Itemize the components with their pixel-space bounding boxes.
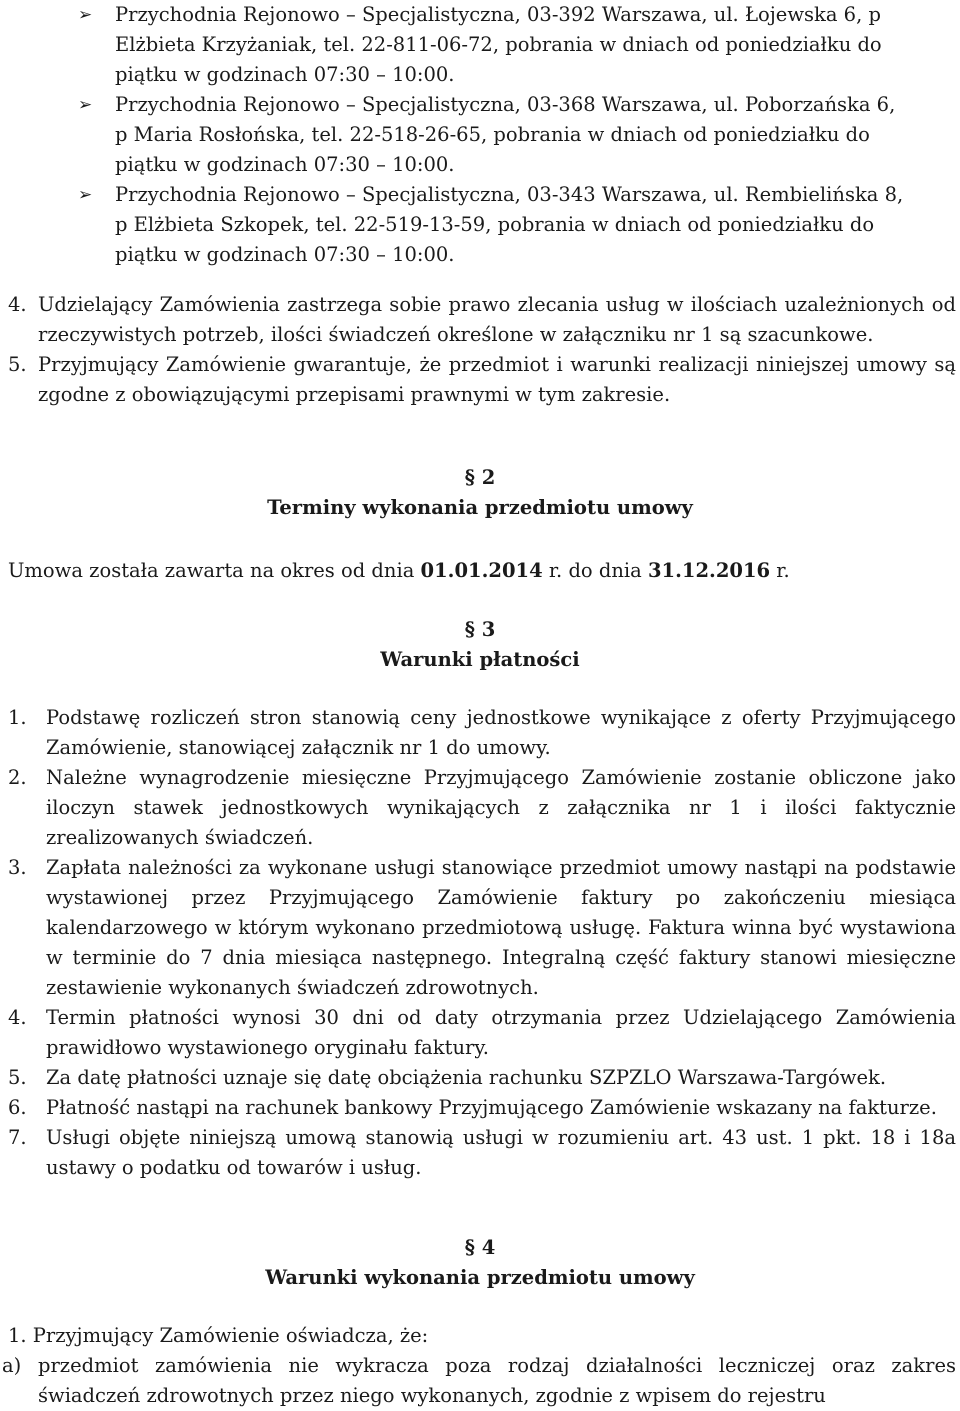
point-text: przedmiot zamówienia nie wykracza poza rodzaj działalności leczniczej oraz zakres świadczeń zdrowotnych przez niego wykonanych, zgodnie z wpisem do rejestru <box>38 1354 956 1407</box>
clinic-line: Przychodnia Rejonowo – Specjalistyczna, 03-392 Warszawa, ul. Łojewska 6, p <box>115 3 881 26</box>
section-mark: § 2 <box>464 466 496 489</box>
list-item <box>8 853 956 1003</box>
section-title: Warunki płatności <box>380 648 580 671</box>
arrow-bullet-icon: ➢ <box>78 95 93 115</box>
list-item <box>8 763 956 853</box>
section-heading <box>0 615 960 675</box>
point-text: Udzielający Zamówienia zastrzega sobie prawo zlecania usług w ilościach uzależnionych od rzeczywistych potrzeb, ilości świadczeń określone w załączniku nr 1 są szacunkowe. <box>38 293 956 346</box>
point-number: 4. <box>8 1006 27 1029</box>
list-item <box>78 180 956 270</box>
clinic-line: piątku w godzinach 07:30 – 10:00. <box>115 243 455 266</box>
list-item <box>8 350 956 410</box>
list-item <box>8 1093 956 1123</box>
point-number: 2. <box>8 766 27 789</box>
point-text: Za datę płatności uznaje się datę obciążenia rachunku SZPZLO Warszawa-Targówek. <box>46 1066 887 1089</box>
section-mark: § 4 <box>464 1236 496 1259</box>
arrow-bullet-icon: ➢ <box>78 185 93 205</box>
section-mark: § 3 <box>464 618 496 641</box>
point-text: Termin płatności wynosi 30 dni od daty otrzymania przez Udzielającego Zamówienia prawidłowo wystawionego oryginału faktury. <box>46 1006 956 1059</box>
end-date: 31.12.2016 <box>647 559 771 582</box>
general-points <box>8 290 956 410</box>
point-text: Należne wynagrodzenie miesięczne Przyjmującego Zamówienie zostanie obliczone jako iloczyn stawek jednostkowych wynikających z załącznika nr 1 i ilości faktycznie zrealizowanych świadczeń. <box>46 766 956 849</box>
contract-text: r. <box>770 559 790 582</box>
section-heading <box>0 463 960 523</box>
clinic-line: Przychodnia Rejonowo – Specjalistyczna, 03-343 Warszawa, ul. Rembielińska 8, <box>115 183 904 206</box>
section-title: Terminy wykonania przedmiotu umowy <box>267 496 693 519</box>
declaration-intro: 1. Przyjmujący Zamówienie oświadcza, że: <box>8 1324 429 1347</box>
section-title: Warunki wykonania przedmiotu umowy <box>265 1266 695 1289</box>
point-number: 3. <box>8 856 27 879</box>
point-text: Zapłata należności za wykonane usługi stanowiące przedmiot umowy nastąpi na podstawie wystawionej przez Przyjmującego Zamówienie faktury po zakończeniu miesiąca kalendarzowego w którym wykonano przedmiotową usługę. Faktura winna być wystawiona w terminie do 7 dnia miesiąca następnego. Integralną część faktury stanowi miesięczne zestawienie wykonanych świadczeń zdrowotnych. <box>46 856 956 999</box>
payment-terms <box>8 703 956 1183</box>
clinic-list <box>78 0 956 270</box>
point-text: Przyjmujący Zamówienie gwarantuje, że przedmiot i warunki realizacji niniejszej umowy są zgodne z obowiązującymi przepisami prawnymi w tym zakresie. <box>38 353 956 406</box>
section-heading <box>0 1233 960 1293</box>
clinic-line: piątku w godzinach 07:30 – 10:00. <box>115 153 455 176</box>
point-number: 6. <box>8 1096 27 1119</box>
point-text: Podstawę rozliczeń stron stanowią ceny jednostkowe wynikające z oferty Przyjmującego Zamówienie, stanowiącej załącznik nr 1 do umowy. <box>46 706 956 759</box>
list-item <box>0 1351 956 1411</box>
point-number: 5. <box>8 353 27 376</box>
arrow-bullet-icon: ➢ <box>78 5 93 25</box>
point-text: Usługi objęte niniejszą umową stanowią usługi w rozumieniu art. 43 ust. 1 pkt. 18 i 18a ustawy o podatku od towarów i usług. <box>46 1126 956 1179</box>
point-number: 5. <box>8 1066 27 1089</box>
declaration <box>0 1321 956 1411</box>
list-item <box>8 290 956 350</box>
contract-text: Umowa została zawarta na okres od dnia <box>8 559 421 582</box>
list-item <box>8 1123 956 1183</box>
list-item <box>8 1003 956 1063</box>
clinic-line: p Maria Rosłońska, tel. 22-518-26-65, pobrania w dniach od poniedziałku do <box>115 123 870 146</box>
contract-text: r. do dnia <box>542 559 648 582</box>
start-date: 01.01.2014 <box>420 559 543 582</box>
point-number: a) <box>2 1354 22 1377</box>
clinic-line: Przychodnia Rejonowo – Specjalistyczna, 03-368 Warszawa, ul. Poborzańska 6, <box>115 93 896 116</box>
point-text: Płatność nastąpi na rachunek bankowy Przyjmującego Zamówienie wskazany na fakturze. <box>46 1096 937 1119</box>
list-item <box>78 0 956 90</box>
point-number: 4. <box>8 293 27 316</box>
list-item <box>78 90 956 180</box>
point-number: 7. <box>8 1126 27 1149</box>
clinic-line: p Elżbieta Szkopek, tel. 22-519-13-59, pobrania w dniach od poniedziałku do <box>115 213 875 236</box>
list-item <box>8 703 956 763</box>
point-number: 1. <box>8 706 27 729</box>
contract-period <box>8 556 956 586</box>
clinic-line: Elżbieta Krzyżaniak, tel. 22-811-06-72, pobrania w dniach od poniedziałku do <box>115 33 882 56</box>
list-item <box>8 1063 956 1093</box>
clinic-line: piątku w godzinach 07:30 – 10:00. <box>115 63 455 86</box>
